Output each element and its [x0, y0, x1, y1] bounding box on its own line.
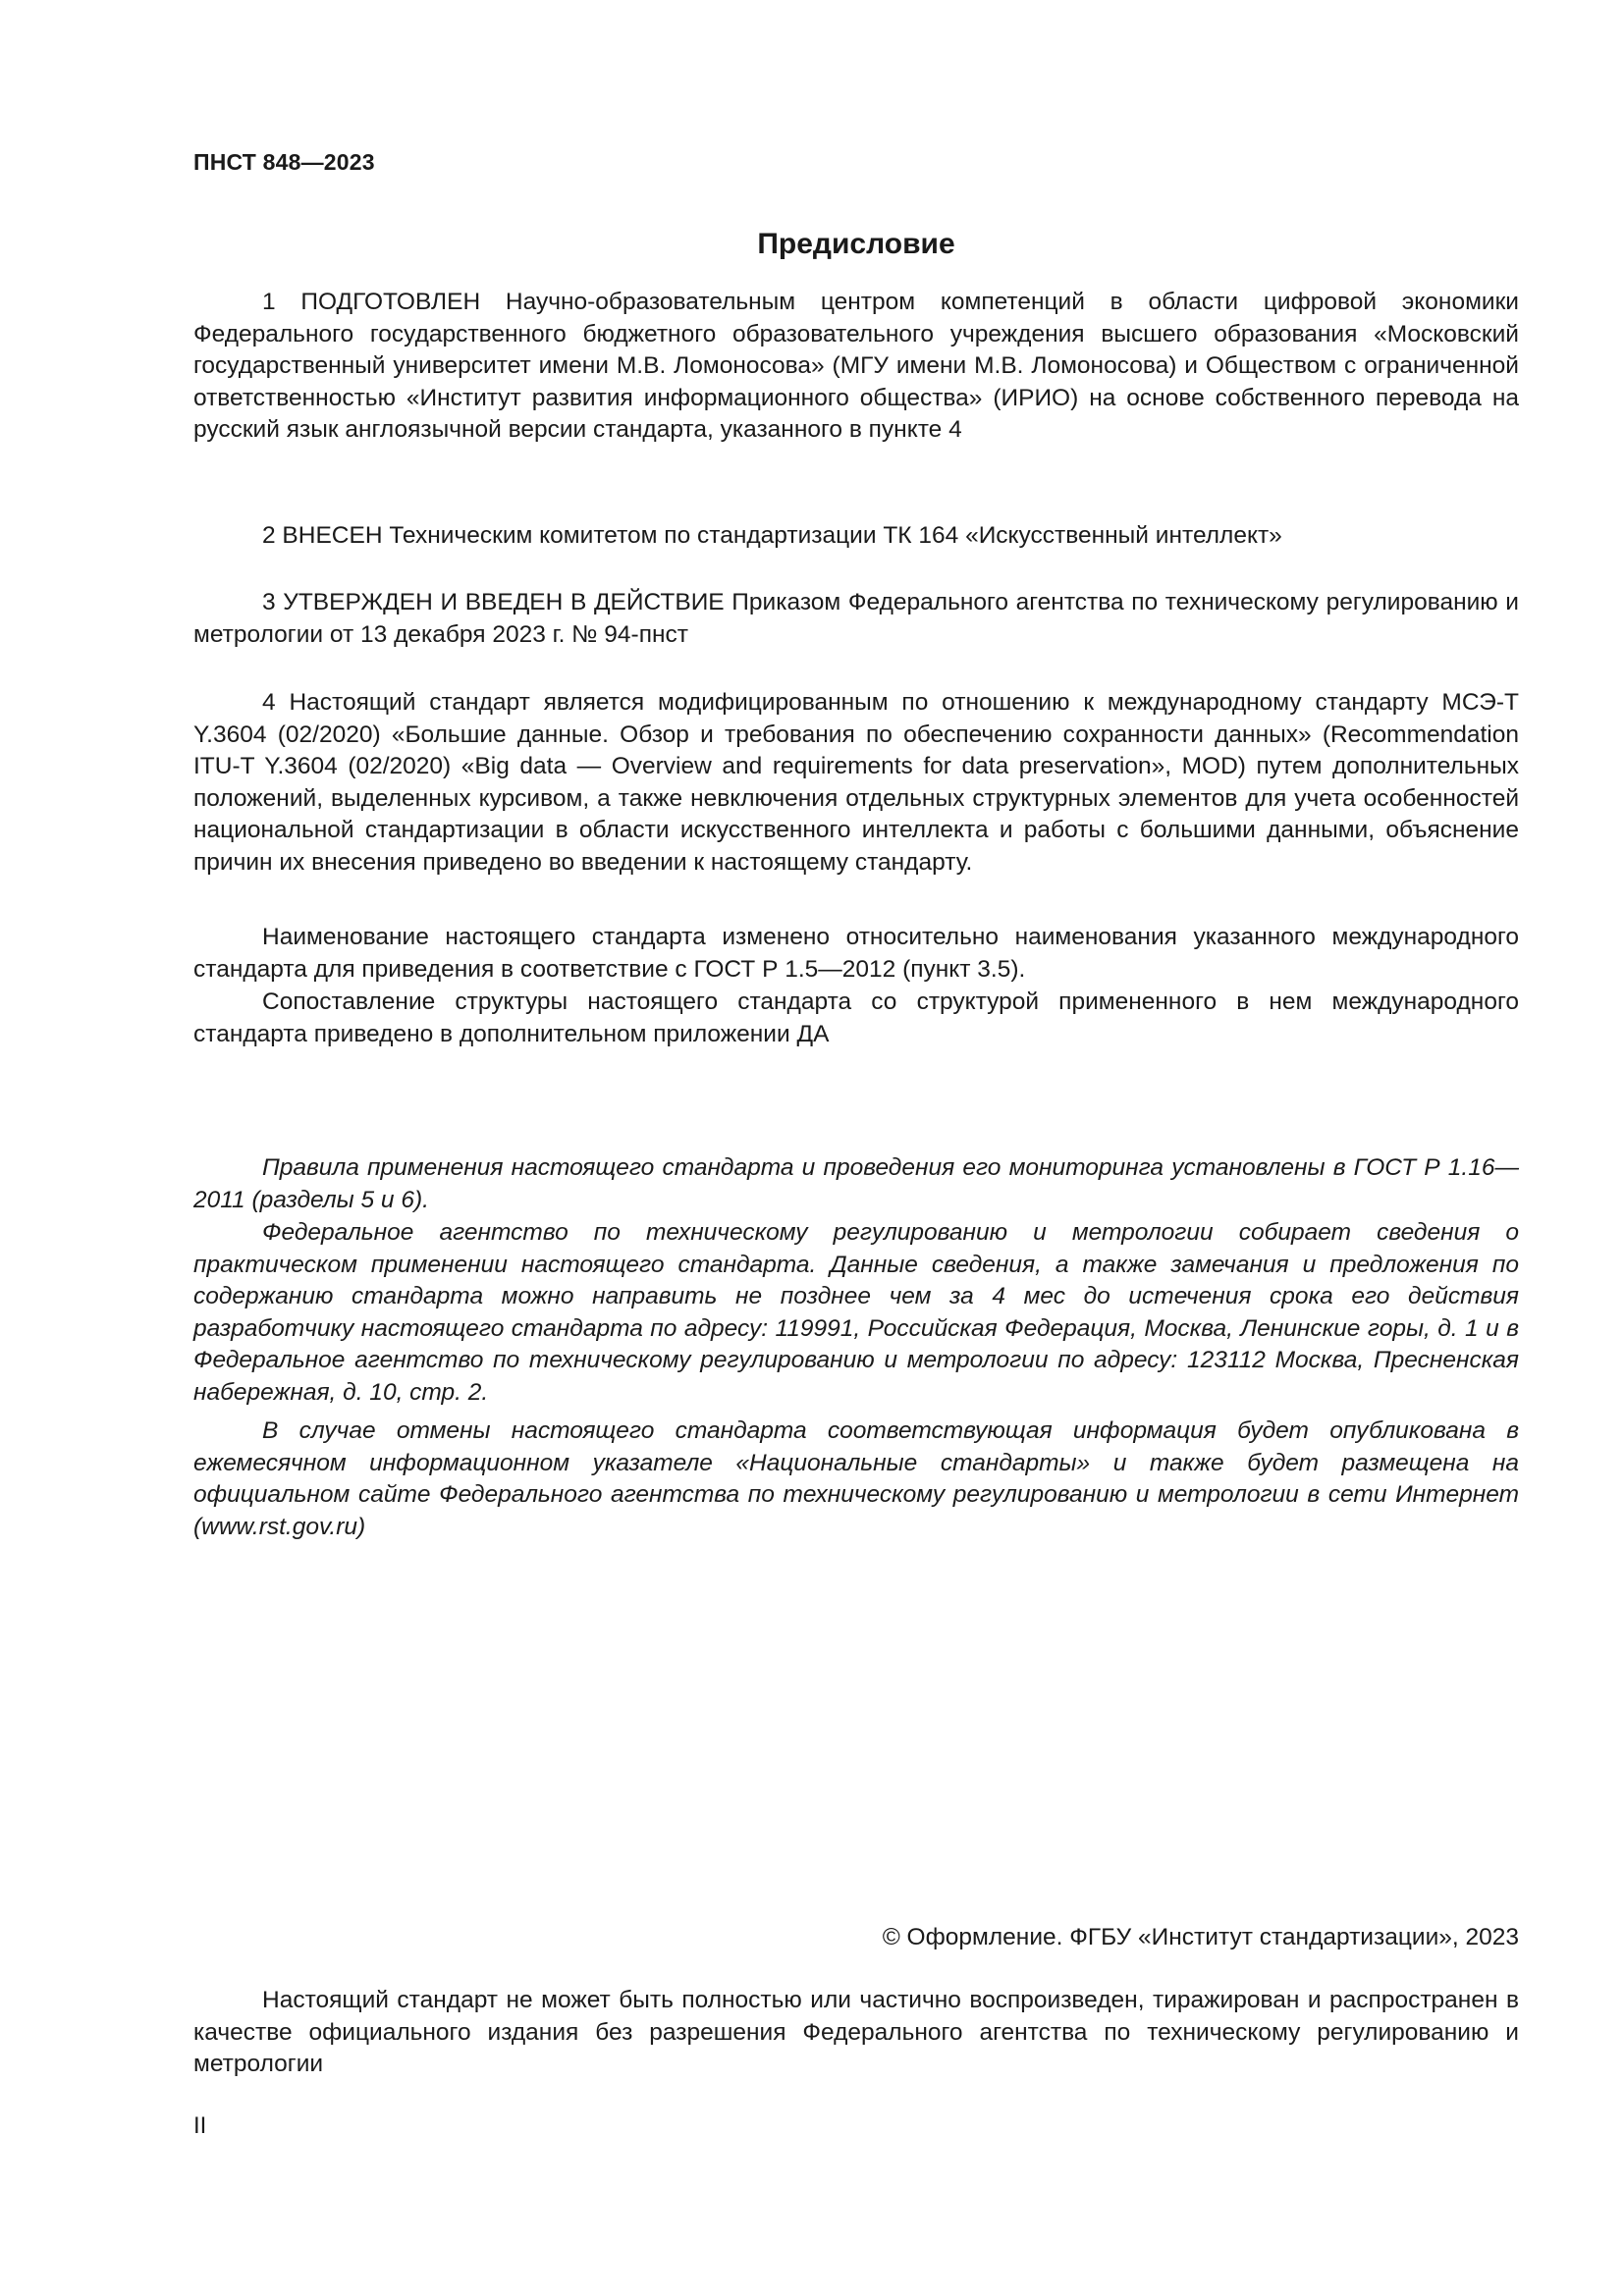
foreword-item-1: 1 ПОДГОТОВЛЕН Научно-образовательным центром компетенций в области цифровой экономики Федерального государственного бюджетного образовательного учреждения высшего образования «Московский государственный университет имени М.В. Ломоносова» (МГУ имени М.В. Ломоносова) и Обществом с ограниченной ответственностью «Институт развития информационного общества» (ИРИО) на основе собственного перевода на русский язык англоязычной версии стандарта, указанного в пункте 4	[193, 289, 1519, 444]
page-title: Предисловие	[757, 228, 955, 260]
document-page	[193, 0, 1519, 2296]
foreword-item-4-structure-note: Сопоставление структуры настоящего стандарта со структурой примененного в нем международного стандарта приведено в дополнительном приложении ДА	[193, 988, 1519, 1047]
rules-application: Правила применения настоящего стандарта и проведения его мониторинга установлены в ГОСТ Р 1.16—2011 (разделы 5 и 6).	[193, 1154, 1519, 1213]
page-number: II	[193, 2112, 207, 2139]
rules-feedback: Федеральное агентство по техническому регулированию и метрологии собирает сведения о практическом применении настоящего стандарта. Данные сведения, а также замечания и предложения по содержанию стандарта можно направить не позднее чем за 4 мес до истечения срока его действия разработчику настоящего стандарта по адресу: 119991, Российская Федерация, Москва, Ленинские горы, д. 1 и в Федеральное агентство по техническому регулированию и метрологии по адресу: 123112 Москва, Пресненская набережная, д. 10, стр. 2.	[193, 1219, 1519, 1406]
reproduction-notice: Настоящий стандарт не может быть полностью или частично воспроизведен, тиражирован и распространен в качестве официального издания без разрешения Федерального агентства по техническому регулированию и метрологии	[193, 1987, 1519, 2078]
foreword-item-4-name-note: Наименование настоящего стандарта изменено относительно наименования указанного международного стандарта для приведения в соответствие с ГОСТ Р 1.5—2012 (пункт 3.5).	[193, 924, 1519, 983]
copyright-notice: © Оформление. ФГБУ «Институт стандартизации», 2023	[882, 1924, 1519, 1950]
foreword-item-2: 2 ВНЕСЕН Техническим комитетом по стандартизации ТК 164 «Искусственный интеллект»	[262, 522, 1282, 549]
foreword-item-4: 4 Настоящий стандарт является модифицированным по отношению к международному стандарту МСЭ-Т Y.3604 (02/2020) «Большие данные. Обзор и требования по обеспечению сохранности данных» (Recommendation ITU-T Y.3604 (02/2020) «Big data — Overview and requirements for data preservation», MOD) путем дополнительных положений, выделенных курсивом, а также невключения отдельных структурных элементов для учета особенностей национальной стандартизации в области искусственного интеллекта и работы с большими данными, объяснение причин их внесения приведено во введении к настоящему стандарту.	[193, 689, 1519, 876]
document-code: ПНСТ 848—2023	[193, 149, 375, 175]
foreword-item-3: 3 УТВЕРЖДЕН И ВВЕДЕН В ДЕЙСТВИЕ Приказом Федерального агентства по техническому регулированию и метрологии от 13 декабря 2023 г. № 94-пнст	[193, 589, 1519, 648]
rules-cancellation: В случае отмены настоящего стандарта соответствующая информация будет опубликована в ежемесячном информационном указателе «Национальные стандарты» и также будет размещена на официальном сайте Федерального агентства по техническому регулированию и метрологии в сети Интернет (www.rst.gov.ru)	[193, 1417, 1519, 1540]
